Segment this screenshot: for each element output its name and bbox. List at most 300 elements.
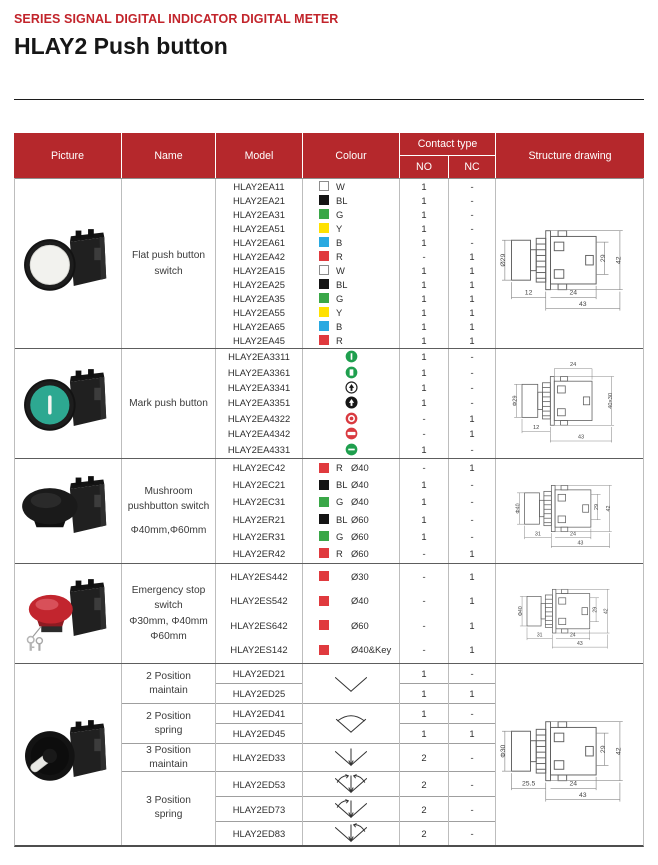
contact-nc-value: -: [470, 366, 474, 378]
model-number: HLAY2EA21: [233, 194, 285, 206]
model-number: HLAY2EA31: [233, 208, 285, 220]
contact-no-value: 1: [421, 292, 427, 304]
name-column: [122, 664, 216, 845]
contact-nc-value: -: [470, 496, 474, 508]
model-number: HLAY2EA11: [233, 180, 285, 192]
svg-text:43: 43: [579, 791, 587, 799]
model-number: HLAY2EA42: [233, 250, 285, 262]
colour-cell: [303, 564, 399, 589]
structure-cell: [496, 349, 643, 458]
svg-text:24: 24: [569, 288, 578, 296]
picture-cell: [15, 564, 122, 663]
colour-entry: [319, 223, 383, 234]
name-line: switch: [154, 265, 183, 277]
svg-text:31: 31: [536, 632, 543, 639]
variant-name: [122, 704, 215, 744]
contact-nc-value: 1: [469, 250, 475, 262]
model-number: HLAY2EA3361: [227, 366, 291, 378]
colour-code: W: [336, 264, 345, 276]
mark-white-arrow-icon: [345, 381, 358, 394]
name-line: spring: [154, 724, 183, 736]
nc-column: [449, 664, 496, 845]
svg-text:29: 29: [600, 253, 608, 262]
svg-text:40×30: 40×30: [607, 392, 614, 409]
colour-swatch-red-icon: [319, 251, 329, 261]
colour-cell: [303, 277, 399, 291]
switch-position-cell: [303, 797, 399, 822]
colour-cell: [303, 305, 399, 319]
colour-entry: [319, 195, 383, 206]
mushroom-product-photo: [20, 468, 116, 554]
model-number: HLAY2ED83: [232, 827, 286, 839]
colour-swatch-white-icon: [319, 181, 329, 191]
section-selector-switch: [15, 663, 643, 845]
model-number: HLAY2ER42: [232, 547, 286, 559]
contact-no-value: -: [422, 462, 426, 474]
colour-cell: [303, 613, 399, 638]
mark-black-arrow-icon: [345, 396, 358, 409]
section-flat-push-button: [15, 178, 643, 348]
no-column: [400, 564, 449, 663]
size-label: Ø60: [351, 619, 369, 631]
series-kicker: SERIES SIGNAL DIGITAL INDICATOR DIGITAL METER: [14, 12, 339, 26]
contact-nc-value: -: [470, 513, 474, 525]
model-number: HLAY2EA35: [233, 292, 285, 304]
contact-no-value: 1: [421, 496, 427, 508]
model-number: HLAY2EA4342: [227, 428, 291, 440]
name-line: Φ30mm, Φ40mm: [129, 615, 208, 627]
product-table: [14, 133, 644, 847]
colour-swatch-black-icon: [319, 195, 329, 205]
structure-drawing: [498, 697, 641, 813]
colour-swatch-red-icon: [319, 463, 329, 473]
size-label: Ø40: [351, 595, 369, 607]
table-header-row: [14, 133, 644, 178]
colour-swatch-green-icon: [319, 209, 329, 219]
colour-entry: [319, 644, 392, 656]
colour-swatch-green-icon: [319, 531, 329, 541]
colour-entry: [319, 321, 383, 332]
header-colour: Colour: [303, 133, 400, 178]
contact-no-value: -: [422, 595, 426, 607]
contact-no-value: 1: [421, 180, 427, 192]
colour-swatch-black-icon: [319, 279, 329, 289]
nc-column: [449, 179, 496, 348]
model-number: HLAY2ED73: [216, 797, 302, 822]
contact-no-value: 1: [421, 479, 427, 491]
contact-nc-value: -: [470, 827, 474, 839]
colour-code: B: [336, 320, 343, 332]
colour-swatch-black-icon: [319, 514, 329, 524]
model-number: HLAY2ES142: [230, 644, 288, 656]
svg-text:42: 42: [615, 255, 623, 264]
structure-cell: [496, 179, 643, 348]
name-line: 3 Position: [146, 795, 191, 807]
structure-cell: [496, 564, 643, 663]
contact-no-value: 1: [421, 530, 427, 542]
model-number: HLAY2EA3341: [227, 382, 291, 394]
contact-nc-value: -: [470, 180, 474, 192]
colour-entry: [319, 496, 383, 507]
contact-no-value: 1: [421, 264, 427, 276]
model-number: HLAY2EA55: [233, 306, 285, 318]
contact-no-value: -: [422, 412, 426, 424]
colour-cell: [303, 459, 399, 476]
colour-column: [303, 179, 400, 348]
model-number: HLAY2EA4331: [227, 443, 291, 455]
contact-nc-value: 1: [469, 547, 475, 559]
colour-code: BL: [336, 479, 348, 491]
contact-no-value: 1: [421, 366, 427, 378]
model-column: [216, 349, 303, 458]
model-number: HLAY2EA51: [233, 222, 285, 234]
model-number: HLAY2EA15: [233, 264, 285, 276]
colour-swatch-yellow-icon: [319, 307, 329, 317]
name-line: maintain: [149, 684, 188, 696]
switch-position-cell: [303, 704, 399, 744]
colour-cell: [303, 510, 399, 527]
colour-entry: [319, 307, 383, 318]
model-number: HLAY2ED41: [216, 704, 302, 724]
mark-green-bar-icon: [345, 443, 358, 456]
position-symbol-fan-both-icon: [328, 774, 374, 795]
colour-cell: [303, 364, 399, 379]
picture-cell: [15, 179, 122, 348]
selector-product-photo: [20, 712, 116, 798]
name-cell: [122, 459, 216, 563]
contact-nc-value: -: [470, 194, 474, 206]
model-number: HLAY2EC42: [232, 462, 286, 474]
model-number: HLAY2EC31: [232, 496, 286, 508]
size-label: Ø40: [351, 479, 369, 491]
colour-cell: [303, 179, 399, 193]
contact-nc-value: -: [470, 351, 474, 363]
page-title: HLAY2 Push button: [14, 33, 228, 59]
contact-no-value: 1: [400, 724, 448, 744]
name-line: Mushroom: [144, 485, 193, 497]
colour-cell: [303, 589, 399, 614]
colour-swatch-red-icon: [319, 571, 329, 581]
colour-cell: [303, 476, 399, 493]
colour-swatch-red-icon: [319, 548, 329, 558]
colour-cell: [303, 638, 399, 663]
model-number: HLAY2EA65: [233, 320, 285, 332]
contact-nc-value: 1: [469, 264, 475, 276]
colour-swatch-red-icon: [319, 596, 329, 606]
model-number: HLAY2EA4322: [227, 412, 291, 424]
title-divider: [14, 99, 644, 100]
colour-cell: [303, 380, 399, 395]
contact-no-value: -: [422, 619, 426, 631]
contact-nc-value: -: [470, 382, 474, 394]
structure-drawing: [511, 356, 629, 452]
svg-text:29: 29: [593, 503, 600, 510]
colour-code: B: [336, 236, 343, 248]
position-symbol-v-mid-icon: [328, 747, 374, 768]
colour-code: R: [336, 250, 343, 262]
colour-entry: [319, 251, 383, 262]
name-line: 2 Position: [146, 710, 191, 722]
contact-nc-value: 1: [449, 684, 495, 704]
contact-no-value: 1: [421, 320, 427, 332]
contact-no-value: 1: [421, 278, 427, 290]
colour-cell: [303, 193, 399, 207]
size-label: Ø40: [351, 496, 369, 508]
colour-swatch-yellow-icon: [319, 223, 329, 233]
switch-position-cell: [303, 664, 399, 704]
no-column: [400, 349, 449, 458]
svg-text:43: 43: [576, 539, 583, 546]
svg-text:12: 12: [524, 288, 533, 296]
colour-swatch-black-icon: [319, 480, 329, 490]
colour-cell: [303, 395, 399, 410]
model-column: [216, 564, 303, 663]
size-label: Ø60: [351, 513, 369, 525]
contact-nc-value: -: [470, 479, 474, 491]
contact-nc-value: 1: [469, 462, 475, 474]
svg-text:12: 12: [532, 424, 539, 431]
variant-name: [122, 772, 215, 844]
contact-nc-value: -: [470, 530, 474, 542]
no-column: [400, 459, 449, 563]
colour-entry: [319, 462, 383, 473]
svg-text:24: 24: [569, 361, 576, 368]
contact-no-value: 1: [421, 513, 427, 525]
colour-code: R: [336, 334, 343, 346]
model-number: HLAY2ER21: [232, 513, 286, 525]
svg-text:43: 43: [577, 434, 584, 441]
symbol-column: [303, 664, 400, 845]
contact-no-value: -: [422, 428, 426, 440]
header-no: NO: [400, 156, 449, 178]
model-number: HLAY2ED45: [216, 724, 302, 744]
colour-column: [303, 459, 400, 563]
contact-no-value: -: [422, 570, 426, 582]
model-number: HLAY2ED53: [216, 772, 302, 797]
contact-nc-value: 1: [469, 320, 475, 332]
colour-entry: [319, 620, 383, 631]
svg-text:24: 24: [569, 530, 576, 537]
contact-no-value: -: [422, 644, 426, 656]
model-number: HLAY2EA3351: [227, 397, 291, 409]
no-column: [400, 179, 449, 348]
nc-column: [449, 459, 496, 563]
contact-nc-value: 1: [469, 334, 475, 346]
switch-position-cell: [303, 772, 399, 797]
model-column: [216, 664, 303, 845]
colour-entry: [319, 265, 383, 276]
contact-nc-value: 1: [469, 292, 475, 304]
header-model: Model: [216, 133, 303, 178]
header-picture: Picture: [14, 133, 122, 178]
colour-swatch-green-icon: [319, 497, 329, 507]
colour-cell: [303, 442, 399, 457]
colour-cell: [303, 291, 399, 305]
contact-no-value: 2: [400, 772, 448, 797]
contact-no-value: 1: [400, 704, 448, 724]
contact-nc-value: 1: [469, 595, 475, 607]
colour-swatch-blue-icon: [319, 237, 329, 247]
colour-code: BL: [336, 194, 348, 206]
colour-cell: [303, 426, 399, 441]
picture-cell: [15, 459, 122, 563]
svg-text:Φ40: Φ40: [514, 502, 521, 514]
estop-product-photo: [20, 571, 116, 657]
svg-text:24: 24: [569, 779, 578, 787]
contact-no-value: 1: [421, 443, 427, 455]
colour-swatch-red-icon: [319, 620, 329, 630]
colour-code: R: [336, 547, 343, 559]
colour-code: Y: [336, 222, 343, 234]
name-line: Φ60mm: [150, 630, 187, 642]
structure-cell: [496, 459, 643, 563]
colour-column: [303, 349, 400, 458]
svg-text:Φ30: Φ30: [499, 744, 507, 758]
colour-cell: [303, 333, 399, 347]
nc-column: [449, 349, 496, 458]
contact-no-value: 2: [421, 827, 427, 839]
model-column: [216, 459, 303, 563]
model-number: HLAY2EA3311: [228, 351, 290, 363]
model-column: [216, 179, 303, 348]
contact-nc-value: -: [449, 797, 495, 822]
name-cell: [122, 564, 216, 663]
colour-code: G: [336, 208, 344, 220]
colour-code: G: [336, 292, 344, 304]
picture-cell: [15, 349, 122, 458]
colour-code: G: [336, 530, 344, 542]
colour-entry: [319, 279, 383, 290]
model-number: HLAY2ED33: [216, 744, 302, 772]
position-symbol-fan-icon: [328, 713, 374, 734]
svg-text:Φ40: Φ40: [517, 605, 524, 616]
contact-nc-value: 1: [469, 619, 475, 631]
contact-nc-value: 1: [449, 724, 495, 744]
colour-code: BL: [336, 513, 348, 525]
section-mushroom-pushbutton: [15, 458, 643, 563]
switch-position-cell: [303, 822, 399, 844]
colour-entry: [319, 548, 383, 559]
name-line: 3 Position: [146, 744, 191, 756]
position-symbol-fan-left-icon: [328, 799, 374, 820]
contact-nc-value: -: [449, 704, 495, 724]
colour-cell: [303, 319, 399, 333]
svg-text:43: 43: [576, 640, 583, 647]
colour-entry: [319, 237, 383, 248]
colour-cell: [303, 545, 399, 562]
name-line: 2 Position: [146, 670, 191, 682]
colour-cell: [303, 411, 399, 426]
colour-code: R: [336, 462, 343, 474]
position-symbol-v-icon: [328, 673, 374, 694]
structure-drawing: [514, 466, 626, 557]
contact-nc-value: -: [449, 772, 495, 797]
colour-entry: [319, 209, 383, 220]
header-nc: NC: [464, 161, 480, 173]
colour-swatch-green-icon: [319, 293, 329, 303]
colour-cell: [303, 493, 399, 510]
contact-no-value: 2: [400, 797, 448, 822]
contact-nc-value: 1: [469, 644, 475, 656]
size-label: Ø60: [351, 547, 369, 559]
contact-nc-value: 1: [469, 412, 475, 424]
section-emergency-stop: [15, 563, 643, 663]
colour-entry: [319, 479, 383, 490]
colour-cell: [303, 235, 399, 249]
colour-cell: [303, 349, 399, 364]
colour-swatch-red-icon: [319, 335, 329, 345]
name-cell: [122, 179, 216, 348]
colour-cell: [303, 249, 399, 263]
colour-column: [303, 564, 400, 663]
name-cell: [122, 349, 216, 458]
colour-cell: [303, 221, 399, 235]
colour-swatch-red-icon: [319, 645, 329, 655]
contact-nc-value: 1: [469, 278, 475, 290]
model-number: HLAY2ES442: [230, 570, 288, 582]
contact-nc-value: 1: [469, 306, 475, 318]
contact-no-value: 1: [421, 208, 427, 220]
section-mark-push-button: [15, 348, 643, 458]
nc-column: [449, 564, 496, 663]
variant-name: [122, 664, 215, 704]
svg-text:24: 24: [569, 632, 576, 639]
contact-nc-value: -: [449, 664, 495, 684]
svg-text:29: 29: [600, 744, 608, 753]
colour-cell: [303, 207, 399, 221]
svg-text:Φ29: Φ29: [512, 394, 519, 406]
size-label: Ø40: [351, 462, 369, 474]
model-number: HLAY2EC21: [232, 479, 286, 491]
size-label: Ø30: [351, 570, 369, 582]
flat-product-photo: [20, 221, 116, 307]
no-column: [400, 664, 449, 845]
contact-no-value: 1: [421, 351, 427, 363]
svg-text:42: 42: [603, 607, 610, 614]
structure-cell: [496, 664, 643, 845]
svg-text:29: 29: [591, 606, 598, 613]
colour-entry: [319, 514, 383, 525]
switch-position-cell: [303, 744, 399, 772]
colour-cell: [303, 528, 399, 545]
contact-no-value: 1: [421, 194, 427, 206]
header-contact-type: Contact type: [400, 133, 495, 156]
contact-no-value: 1: [400, 684, 448, 704]
size-label: Ø60: [351, 530, 369, 542]
mark-green-i-icon: [345, 350, 358, 363]
contact-nc-value: 1: [469, 428, 475, 440]
name-line: switch: [154, 600, 183, 612]
model-number: HLAY2ED25: [216, 684, 302, 704]
contact-nc-value: -: [449, 744, 495, 772]
name-line: Emergency stop: [131, 584, 206, 596]
colour-entry: [319, 531, 383, 542]
contact-no-value: 1: [421, 236, 427, 248]
svg-text:Ø29: Ø29: [499, 253, 507, 267]
mark-product-photo: [20, 361, 116, 447]
mark-green-rect-icon: [345, 366, 358, 379]
colour-cell: [303, 263, 399, 277]
colour-entry: [319, 181, 383, 192]
header-contact-type-group: [400, 133, 496, 178]
colour-swatch-white-icon: [319, 265, 329, 275]
contact-no-value: 1: [400, 664, 448, 684]
contact-nc-value: -: [470, 222, 474, 234]
colour-entry: [319, 293, 383, 304]
model-number: HLAY2ES542: [230, 595, 288, 607]
contact-nc-value: -: [470, 208, 474, 220]
contact-nc-value: -: [470, 397, 474, 409]
